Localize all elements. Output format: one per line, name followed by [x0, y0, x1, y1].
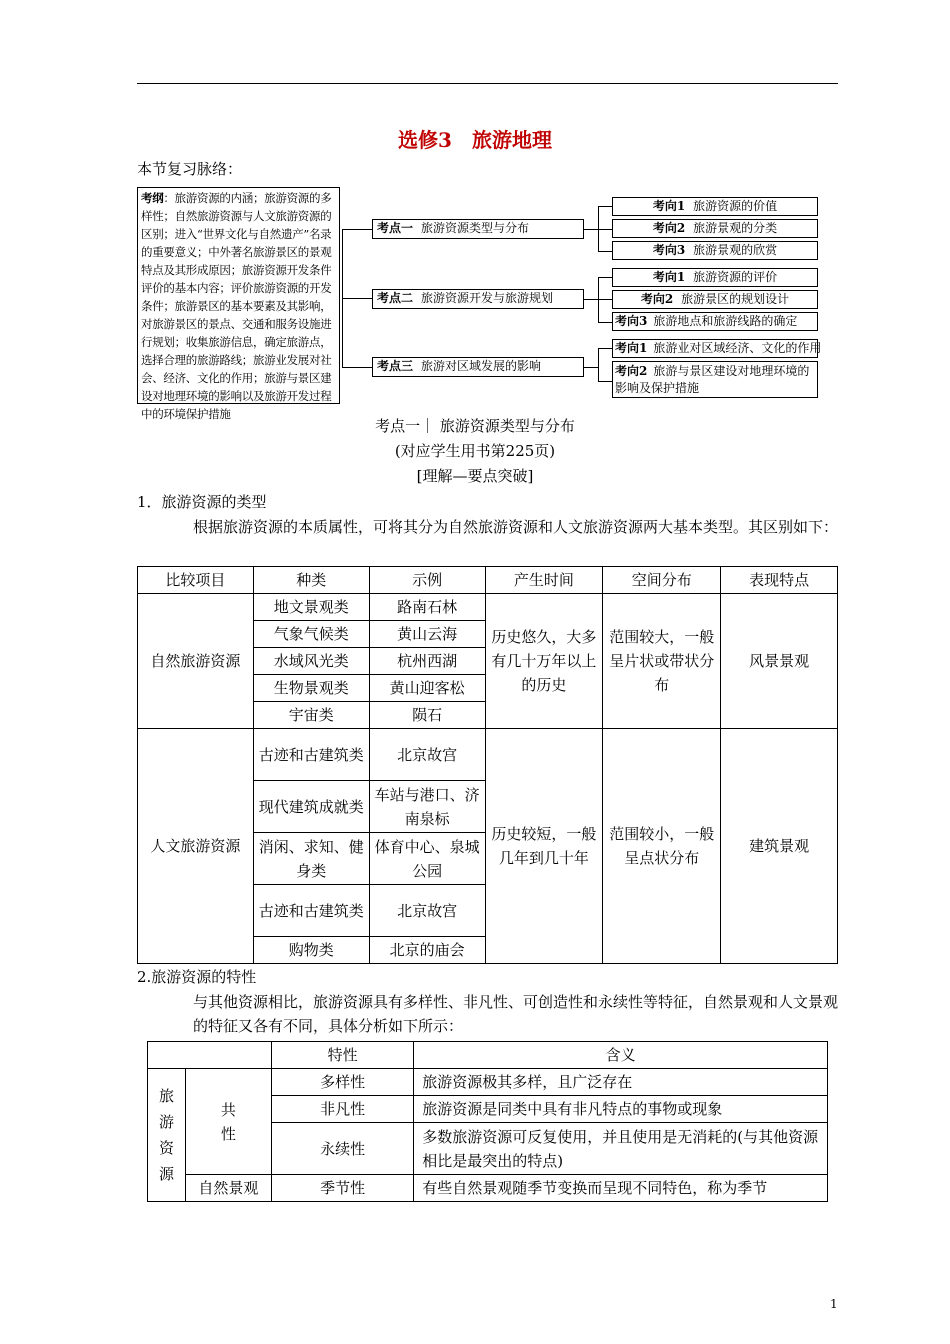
example-cell: 车站与港口、济南泉标	[369, 781, 485, 833]
kind-cell: 古迹和古建筑类	[253, 885, 369, 937]
topic-3-tag: 考点三	[377, 359, 414, 373]
table-header: 含义	[414, 1042, 828, 1069]
connector	[584, 299, 598, 300]
subtopic-tag: 考向1	[652, 199, 686, 213]
resource-type-table	[137, 566, 838, 964]
trait-cell: 永续性	[271, 1123, 413, 1175]
table-header: 空间分布	[603, 567, 721, 594]
subtopic-3-2	[612, 361, 818, 398]
bracket-heading: [理解—要点突破]	[416, 467, 534, 485]
example-cell: 体育中心、泉城公园	[369, 833, 485, 885]
example-cell: 北京故宫	[369, 729, 485, 781]
item2-text: 与其他资源相比，旅游资源具有多样性、非凡性、可创造性和永续性等特征，自然景观和人文景观的特征又各有不同，具体分析如下所示：	[193, 993, 839, 1035]
connector	[598, 299, 612, 300]
connector	[598, 206, 612, 207]
subtopic-label: 旅游资源的价值	[693, 199, 778, 213]
table-row	[148, 1069, 828, 1096]
kind-cell: 水域风光类	[253, 648, 369, 675]
page-title: 选修3 旅游地理	[398, 128, 552, 152]
kind-cell: 地文景观类	[253, 594, 369, 621]
subtopic-1-3	[612, 241, 818, 260]
table-header: 种类	[253, 567, 369, 594]
page-reference: (对应学生用书第225页)	[394, 442, 556, 460]
connector	[342, 367, 372, 368]
subtopic-tag: 考向1	[615, 341, 648, 355]
topic-2-tag: 考点二	[377, 291, 414, 305]
time-cell: 历史较短，一般几年到几十年	[485, 729, 603, 964]
subtopic-tag: 考向3	[615, 314, 648, 328]
table-row	[138, 594, 838, 621]
table-header: 示例	[369, 567, 485, 594]
kind-cell: 宇宙类	[253, 702, 369, 729]
example-cell: 杭州西湖	[369, 648, 485, 675]
resource-trait-table	[147, 1041, 828, 1202]
subtopic-2-2	[612, 290, 818, 309]
meaning-cell: 旅游资源是同类中具有非凡特点的事物或现象	[414, 1096, 828, 1123]
connector	[598, 322, 612, 323]
meaning-cell: 有些自然景观随季节变换而呈现不同特色，称为季节	[414, 1175, 828, 1202]
table-header-empty	[148, 1042, 272, 1069]
trait-cell: 多样性	[271, 1069, 413, 1096]
kind-cell: 古迹和古建筑类	[253, 729, 369, 781]
topic-3-box	[372, 357, 584, 377]
review-label: 本节复习脉络：	[137, 160, 243, 178]
kind-cell: 气象气候类	[253, 621, 369, 648]
kind-cell: 生物景观类	[253, 675, 369, 702]
subtopic-tag: 考向2	[640, 292, 674, 306]
syllabus-box	[137, 187, 340, 421]
subtopic-1-2	[612, 219, 818, 238]
page-number: 1	[830, 1297, 838, 1311]
connector	[598, 381, 612, 382]
subtopic-label: 旅游业对区域经济、文化的作用	[653, 341, 822, 355]
space-cell: 范围较大，一般呈片状或带状分布	[603, 594, 721, 729]
syllabus-label: 考纲	[141, 191, 164, 205]
connector	[598, 348, 599, 381]
table-header-row	[138, 567, 838, 594]
time-cell: 历史悠久，大多有几十万年以上的历史	[485, 594, 603, 729]
table-row	[148, 1175, 828, 1202]
subtopic-tag: 考向2	[652, 221, 686, 235]
connector	[584, 367, 598, 368]
subtopic-tag: 考向3	[652, 243, 686, 257]
meaning-cell: 旅游资源极其多样，且广泛存在	[414, 1069, 828, 1096]
space-cell: 范围较小，一般呈点状分布	[603, 729, 721, 964]
subtopic-3-1	[612, 339, 822, 358]
common-cell: 共性	[185, 1069, 271, 1175]
subtopic-2-3	[612, 312, 818, 331]
feature-cell: 建筑景观	[721, 729, 838, 964]
connector	[342, 298, 372, 299]
connector	[342, 229, 372, 230]
subtopic-2-1	[612, 268, 818, 287]
kind-cell: 消闲、求知、健身类	[253, 833, 369, 885]
subtopic-label: 旅游地点和旅游线路的确定	[653, 314, 798, 328]
feature-cell: 风景景观	[721, 594, 838, 729]
subtopic-label: 旅游与景区建设对地理环境的影响及保护措施	[615, 364, 810, 395]
item1-heading: 1．旅游资源的类型	[137, 493, 267, 511]
kind-cell: 购物类	[253, 937, 369, 964]
example-cell: 黄山迎客松	[369, 675, 485, 702]
connector	[598, 348, 612, 349]
item1-text: 根据旅游资源的本质属性，可将其分为自然旅游资源和人文旅游资源两大基本类型。其区别如下：	[193, 518, 839, 536]
table-header: 比较项目	[138, 567, 254, 594]
subtopic-label: 旅游景观的分类	[693, 221, 778, 235]
topic-1-label: 旅游资源类型与分布	[421, 221, 530, 235]
meaning-cell: 多数旅游资源可反复使用，并且使用是无消耗的(与其他资源相比是最突出的特点)	[414, 1123, 828, 1175]
subtopic-1-1	[612, 197, 818, 216]
header-rule	[137, 83, 838, 84]
connector	[584, 229, 598, 230]
trait-cell: 季节性	[271, 1175, 413, 1202]
example-cell: 黄山云海	[369, 621, 485, 648]
table-header: 产生时间	[485, 567, 603, 594]
topic-1-tag: 考点一	[377, 221, 414, 235]
subtopic-tag: 考向1	[652, 270, 686, 284]
example-cell: 北京故宫	[369, 885, 485, 937]
topic-1-box	[372, 219, 584, 239]
subtopic-label: 旅游资源的评价	[693, 270, 778, 284]
topic-2-label: 旅游资源开发与旅游规划	[421, 291, 554, 305]
table-header: 表现特点	[721, 567, 838, 594]
subtopic-label: 旅游景观的欣赏	[693, 243, 778, 257]
group-cell: 旅游资源	[148, 1069, 186, 1202]
subtopic-tag: 考向2	[615, 364, 648, 378]
subtopic-label: 旅游景区的规划设计	[681, 292, 790, 306]
category-cell: 自然旅游资源	[138, 594, 254, 729]
topic-2-box	[372, 289, 584, 309]
trait-cell: 非凡性	[271, 1096, 413, 1123]
connector	[598, 277, 612, 278]
syllabus-text: ：旅游资源的内涵；旅游资源的多样性；自然旅游资源与人文旅游资源的区别；进入“世界文化与自然遗产”名录的重要意义；中外著名旅游景区的景观特点及其形成原因；旅游资源开发条件评价的基本内容；评价旅游资源的开发条件；旅游景区的基本要素及其影响，对旅游景区的景点、交通和服务设施进行规划；收集旅游信息，确定旅游点，选择合理的旅游路线；旅游业发展对社会、经济、文化的作用；旅游与景区建设对地理环境的影响以及旅游开发过程中的环境保护措施	[141, 191, 332, 421]
item2-heading: 2.旅游资源的特性	[137, 968, 257, 986]
topic-3-label: 旅游对区域发展的影响	[421, 359, 542, 373]
table-header: 特性	[271, 1042, 413, 1069]
table-row	[138, 729, 838, 781]
section-heading: 考点一｜ 旅游资源类型与分布	[375, 417, 575, 435]
example-cell: 路南石林	[369, 594, 485, 621]
connector	[598, 251, 612, 252]
kind-cell: 现代建筑成就类	[253, 781, 369, 833]
connector	[598, 229, 612, 230]
natural-label-cell: 自然景观	[185, 1175, 271, 1202]
category-cell: 人文旅游资源	[138, 729, 254, 964]
table-header-row	[148, 1042, 828, 1069]
example-cell: 北京的庙会	[369, 937, 485, 964]
example-cell: 陨石	[369, 702, 485, 729]
